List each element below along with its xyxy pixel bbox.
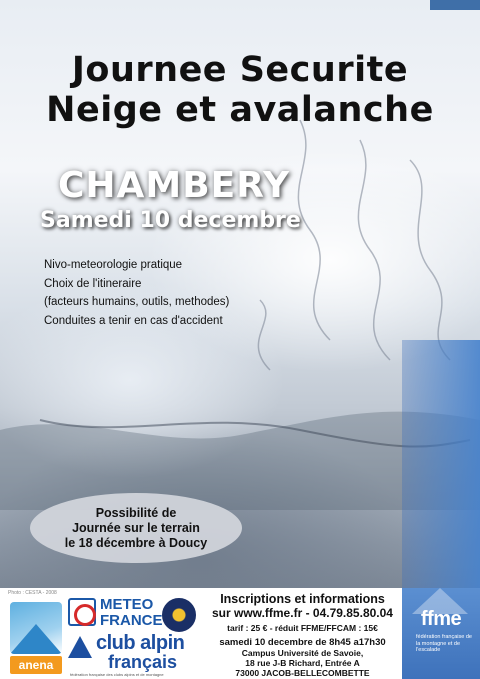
ffme-tagline: fédération française de la montagne et de l'escalade	[416, 634, 472, 653]
meteo-line-1: METEO	[100, 596, 154, 613]
club-alpin-name-2: français	[108, 652, 178, 672]
city-heading: CHAMBERY	[58, 165, 291, 206]
info-address-1: Campus Université de Savoie,	[241, 648, 364, 658]
info-address-3: 73000 JACOB-BELLECOMBETTE	[235, 668, 370, 678]
topic-list	[44, 256, 229, 330]
anena-mountain-icon	[10, 602, 62, 654]
field-day-bubble	[30, 493, 242, 563]
topic-item: (facteurs humains, outils, methodes)	[44, 296, 230, 308]
topic-item: Conduites a tenir en cas d'accident	[44, 314, 223, 327]
anena-logo	[8, 600, 64, 674]
bubble-line: Journée sur le terrain	[72, 520, 200, 535]
club-alpin-logo	[68, 632, 208, 676]
topic-item: Choix de l'itineraire	[44, 277, 142, 290]
gendarmerie-seal-icon	[162, 598, 196, 632]
photo-credit: Photo : CESTA - 2008	[8, 590, 57, 596]
ffme-logo: ffme	[420, 608, 462, 630]
bubble-line: Possibilité de	[95, 505, 177, 520]
club-alpin-subtitle: fédération française des clubs alpins et de montagne	[70, 672, 164, 677]
info-address-2: 18 rue J-B Richard, Entrée A	[245, 658, 360, 668]
info-schedule: samedi 10 decembre de 8h45 a17h30	[219, 637, 386, 648]
club-alpin-name-1: club alpin	[96, 632, 185, 654]
info-tarif: tarif : 25 € - réduit FFME/FFCAM : 15€	[227, 623, 378, 633]
topic-item: Nivo-meteorologie pratique	[44, 259, 183, 271]
bubble-line: le 18 décembre à Doucy	[64, 535, 208, 550]
anena-label: anena	[10, 656, 62, 674]
ffme-panel	[402, 588, 480, 679]
title-line-1: Journee Securite	[71, 50, 409, 90]
info-heading: Inscriptions et informations	[220, 592, 385, 606]
info-contact: sur www.ffme.fr - 04.79.85.80.04	[212, 606, 393, 620]
meteo-sun-icon	[68, 598, 96, 626]
title-line-2: Neige et avalanche	[46, 90, 434, 130]
club-alpin-mountain-icon	[68, 636, 92, 658]
registration-info	[205, 592, 400, 678]
ffme-blue-band	[402, 340, 480, 590]
meteo-line-2: FRANCE	[100, 612, 163, 629]
event-date: Samedi 10 decembre	[40, 208, 301, 233]
